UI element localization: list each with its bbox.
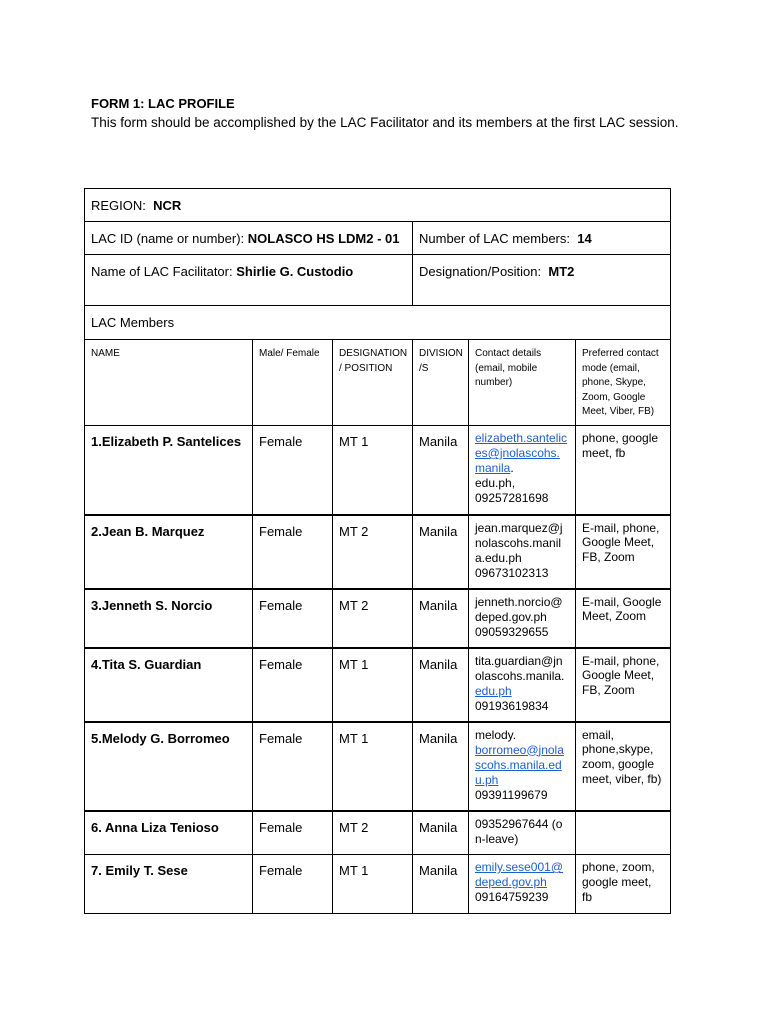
member-email: jean.marquez@jnolascohs.manila.edu.ph xyxy=(475,520,563,565)
lac-profile-table xyxy=(84,188,671,914)
member-email-plain: tita.guardian@jnolascohs.manila. xyxy=(475,653,565,683)
member-name: 5.Melody G. Borromeo xyxy=(85,722,253,811)
member-sex: Female xyxy=(253,426,333,515)
member-contact-mode: E-mail, phone, Google Meet, FB, Zoom xyxy=(576,515,671,589)
member-email-plain: melody. xyxy=(475,727,517,742)
table-row xyxy=(85,722,671,811)
facilitator-label: Name of LAC Facilitator: xyxy=(91,264,233,279)
form-intro: This form should be accomplished by the LAC Facilitator and its members at the first LAC session. xyxy=(91,115,679,130)
member-division: Manila xyxy=(413,855,469,914)
table-row xyxy=(85,426,671,515)
column-header-name: NAME xyxy=(85,340,253,426)
member-name: 2.Jean B. Marquez xyxy=(85,515,253,589)
member-phone: 09164759239 xyxy=(475,890,549,904)
region-row xyxy=(85,189,671,222)
member-phone: 09193619834 xyxy=(475,698,549,713)
table-row xyxy=(85,811,671,855)
member-division: Manila xyxy=(413,589,469,648)
member-name: 1.Elizabeth P. Santelices xyxy=(85,426,253,515)
form-title: FORM 1: LAC PROFILE xyxy=(91,96,235,111)
member-division: Manila xyxy=(413,722,469,811)
member-designation: MT 1 xyxy=(333,648,413,722)
member-contact-extra: edu.ph, xyxy=(475,476,516,490)
table-row xyxy=(85,855,671,914)
members-section-label: LAC Members xyxy=(85,306,671,340)
member-contact-mode: E-mail, Google Meet, Zoom xyxy=(576,589,671,648)
members-count-label: Number of LAC members: xyxy=(419,231,570,246)
table-row xyxy=(85,648,671,722)
member-phone: 09391199679 xyxy=(475,787,548,802)
members-count-value: 14 xyxy=(577,231,592,246)
column-header-division: DIVISION /S xyxy=(413,340,469,426)
member-contact xyxy=(469,648,576,722)
member-division: Manila xyxy=(413,426,469,515)
member-designation: MT 1 xyxy=(333,426,413,515)
member-name: 3.Jenneth S. Norcio xyxy=(85,589,253,648)
member-email-link[interactable]: borromeo@jnolascohs.manila.edu.ph xyxy=(475,742,564,787)
lac-id-cell xyxy=(85,222,413,255)
form-heading xyxy=(91,94,691,132)
member-contact-mode: email, phone,skype, zoom, google meet, viber, fb) xyxy=(576,722,671,811)
table-row xyxy=(85,589,671,648)
designation-label: Designation/Position: xyxy=(419,264,542,279)
member-email-link[interactable]: edu.ph xyxy=(475,683,512,698)
member-email-link[interactable]: elizabeth.santelices@jnolascohs.manila xyxy=(475,431,568,475)
member-designation: MT 1 xyxy=(333,855,413,914)
member-sex: Female xyxy=(253,648,333,722)
member-designation: MT 2 xyxy=(333,589,413,648)
column-header-designation: DESIGNATION / POSITION xyxy=(333,340,413,426)
member-sex: Female xyxy=(253,811,333,855)
member-sex: Female xyxy=(253,515,333,589)
member-contact-mode: phone, zoom, google meet, fb xyxy=(576,855,671,914)
member-designation: MT 2 xyxy=(333,515,413,589)
region-value: NCR xyxy=(153,198,182,213)
member-contact xyxy=(469,855,576,914)
designation-value: MT2 xyxy=(548,264,575,279)
member-contact xyxy=(469,515,576,589)
member-contact-mode: phone, google meet, fb xyxy=(576,426,671,515)
member-phone: 09257281698 xyxy=(475,491,549,505)
column-header-sex: Male/ Female xyxy=(253,340,333,426)
designation-cell xyxy=(413,255,671,306)
member-designation: MT 2 xyxy=(333,811,413,855)
member-name: 6. Anna Liza Tenioso xyxy=(85,811,253,855)
member-sex: Female xyxy=(253,589,333,648)
member-designation: MT 1 xyxy=(333,722,413,811)
member-sex: Female xyxy=(253,855,333,914)
member-contact-mode: E-mail, phone, Google Meet, FB, Zoom xyxy=(576,648,671,722)
column-header-contact: Contact details (email, mobile number) xyxy=(469,340,576,426)
member-contact xyxy=(469,426,576,515)
member-phone: 09059329655 xyxy=(475,624,549,639)
member-contact-mode xyxy=(576,811,671,855)
region-label: REGION: xyxy=(91,198,146,213)
lac-id-value: NOLASCO HS LDM2 - 01 xyxy=(247,231,400,246)
member-contact xyxy=(469,722,576,811)
member-email-link[interactable]: emily.sese001@deped.gov.ph xyxy=(475,860,563,889)
member-sex: Female xyxy=(253,722,333,811)
member-email-rest: . xyxy=(510,461,514,475)
member-email: jenneth.norcio@deped.gov.ph xyxy=(475,594,563,624)
lac-id-label: LAC ID (name or number): xyxy=(91,231,245,246)
table-row xyxy=(85,515,671,589)
member-phone: 09673102313 xyxy=(475,565,549,580)
member-contact xyxy=(469,589,576,648)
member-name: 4.Tita S. Guardian xyxy=(85,648,253,722)
facilitator-value: Shirlie G. Custodio xyxy=(236,264,354,279)
member-division: Manila xyxy=(413,811,469,855)
member-contact: 09352967644 (on-leave) xyxy=(469,811,576,855)
members-count-cell xyxy=(413,222,671,255)
facilitator-cell xyxy=(85,255,413,306)
member-division: Manila xyxy=(413,515,469,589)
column-header-mode: Preferred contact mode (email, phone, Skype, Zoom, Google Meet, Viber, FB) xyxy=(576,340,671,426)
member-division: Manila xyxy=(413,648,469,722)
member-name: 7. Emily T. Sese xyxy=(85,855,253,914)
